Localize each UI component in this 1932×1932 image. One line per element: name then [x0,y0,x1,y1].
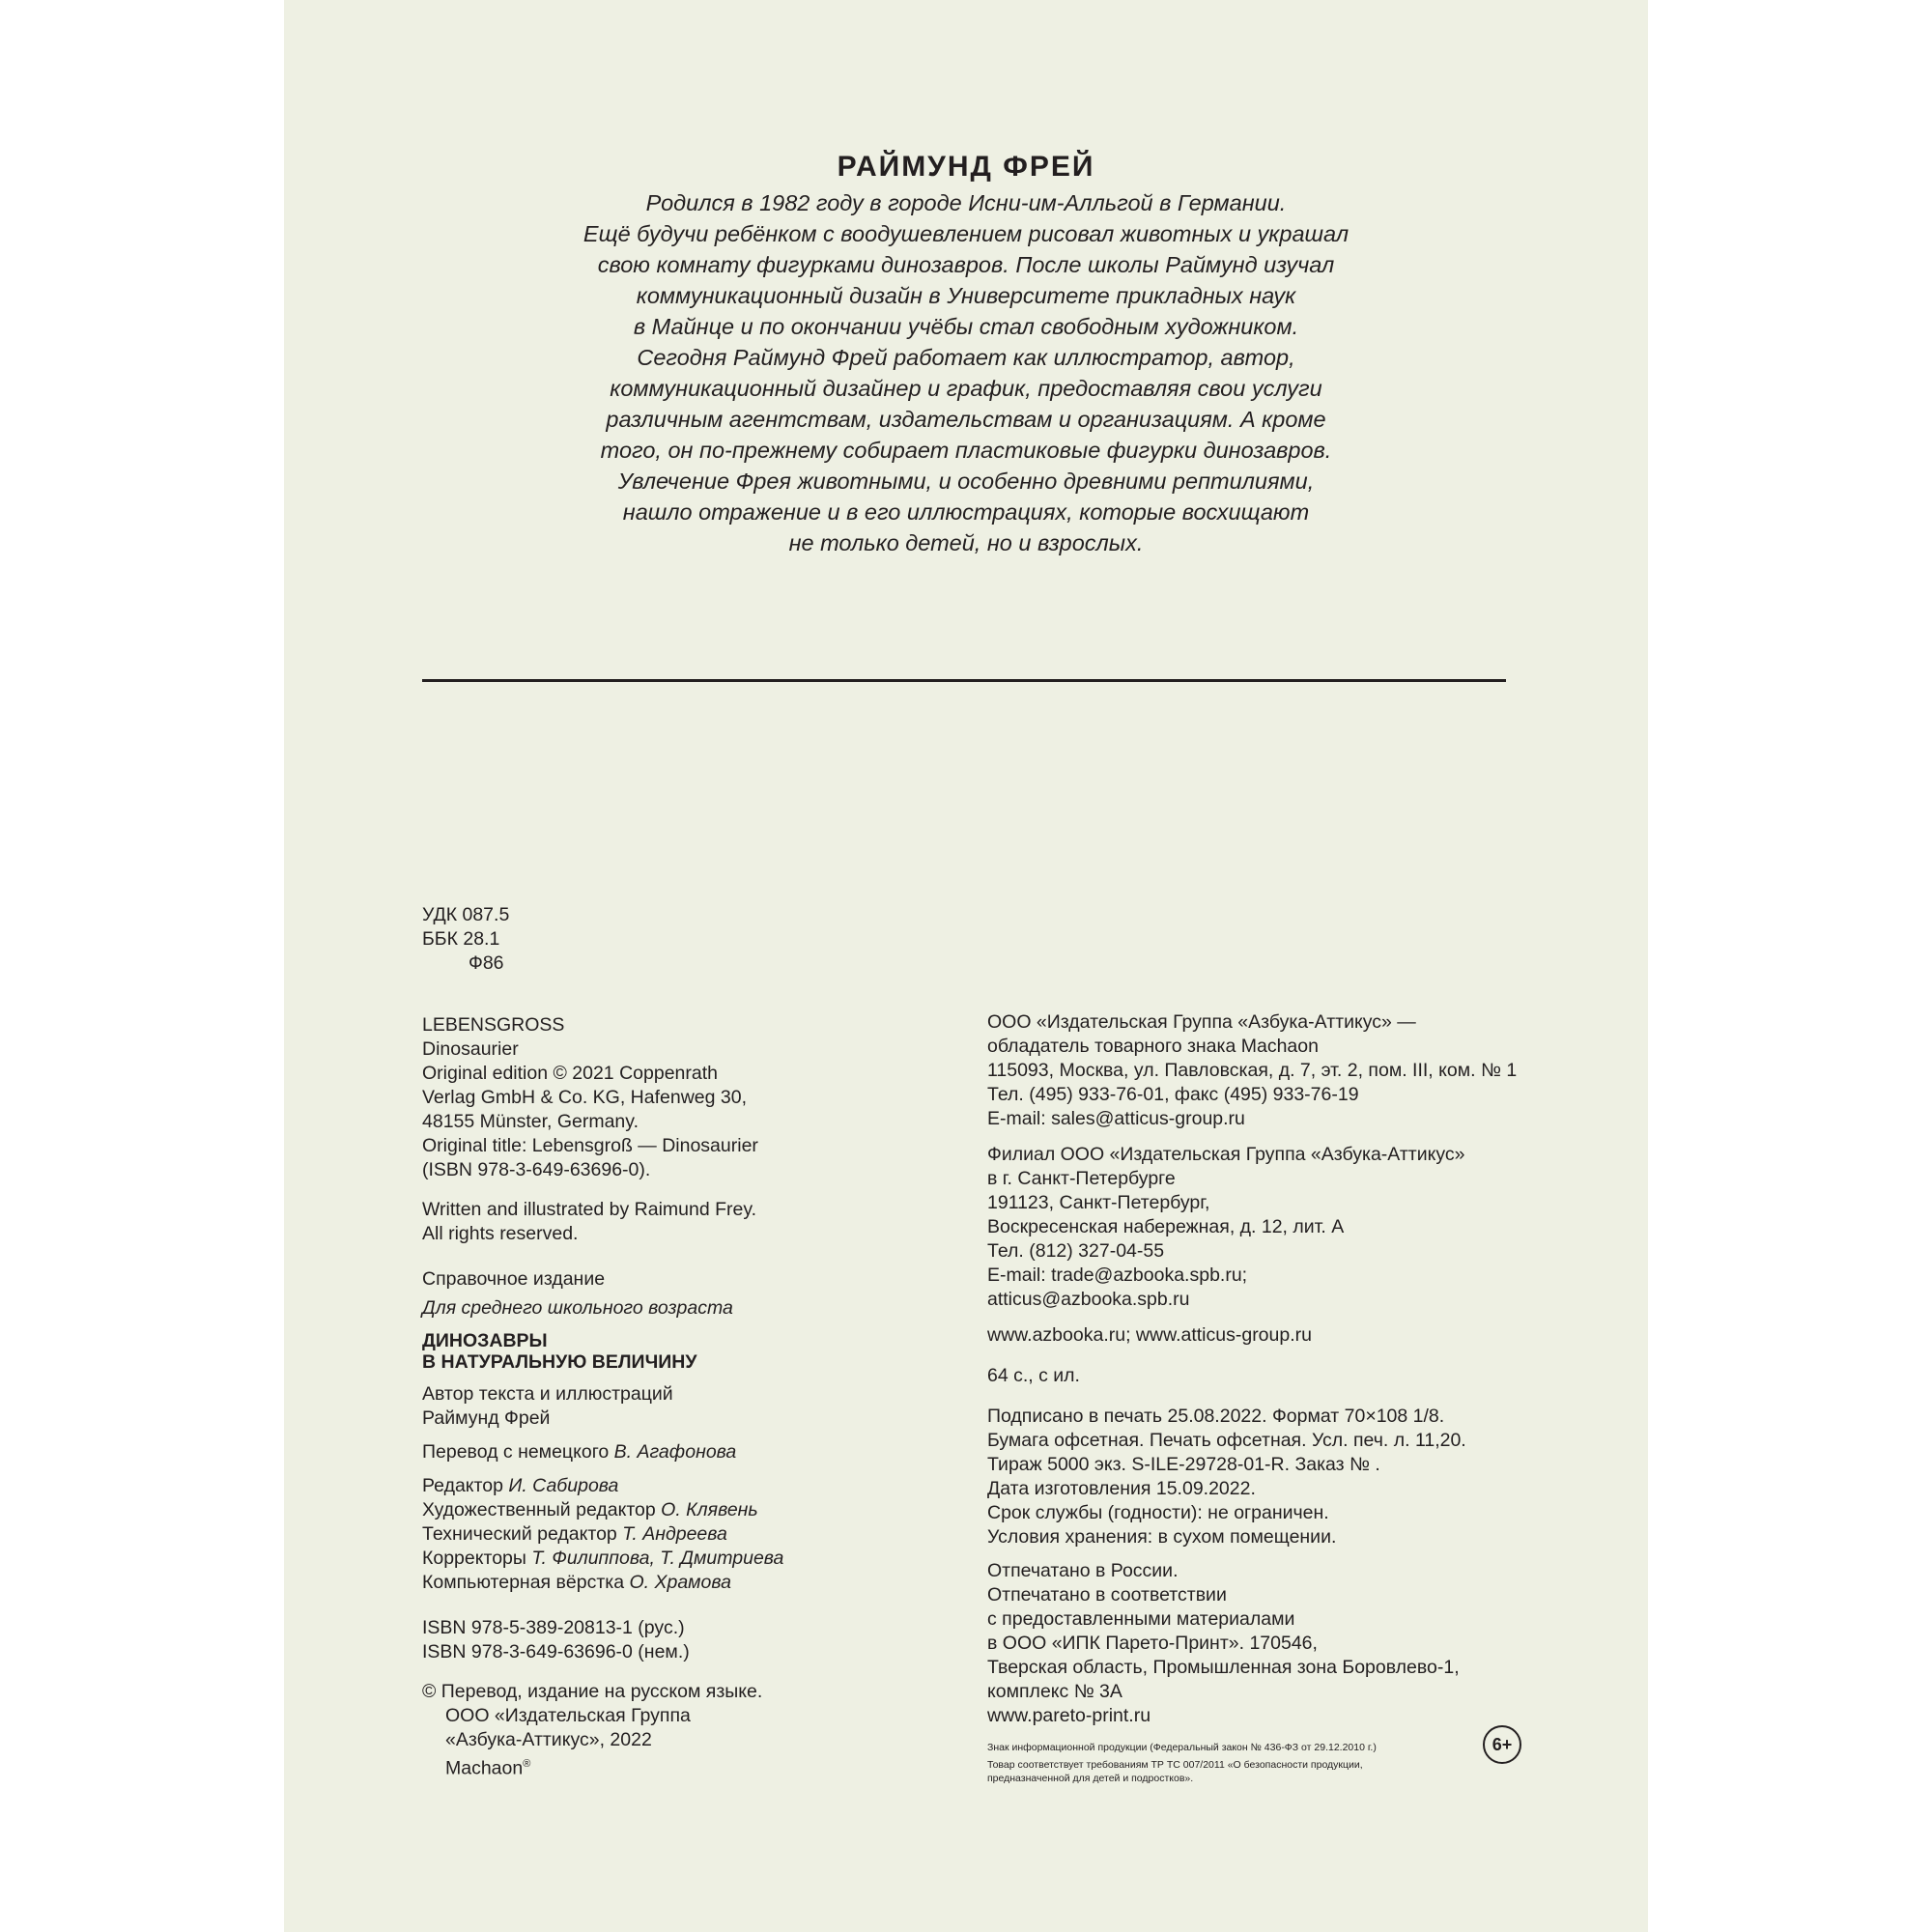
websites: www.azbooka.ru; www.atticus-group.ru [987,1324,1312,1346]
printer-line: www.pareto-print.ru [987,1705,1151,1726]
staff-role: Художественный редактор [422,1499,656,1520]
original-line: Dinosaurier [422,1038,519,1060]
staff-name: И. Сабирова [508,1475,619,1496]
author-bio-title: РАЙМУНД ФРЕЙ [837,151,1095,183]
printer-line: в ООО «ИПК Парето-Принт». 170546, [987,1633,1318,1654]
book-page [284,0,1648,1932]
conformity-line: Товар соответствует требованиям ТР ТС 007/2011 «О безопасности продукции, [987,1759,1363,1771]
registered-mark: ® [523,1758,531,1770]
original-line: Verlag GmbH & Co. KG, Hafenweg 30, [422,1087,747,1108]
left-imprint-column [422,1013,783,1781]
publisher-line: ООО «Издательская Группа «Азбука-Аттикус» — [987,1011,1416,1033]
bio-line: Родился в 1982 году в городе Исни-им-Алльгой в Германии. [645,190,1287,215]
staff-line [422,1522,783,1547]
bio-line: нашло отражение и в его иллюстрациях, которые восхищают [622,499,1310,525]
isbn-line: ISBN 978-3-649-63696-0 (нем.) [422,1641,690,1662]
staff-name: О. Клявень [661,1499,758,1520]
printer-line: комплекс № 3А [987,1681,1122,1702]
branch-line: atticus@azbooka.spb.ru [987,1289,1190,1310]
credit-line: All rights reserved. [422,1223,579,1244]
original-line: Original title: Lebensgroß — Dinosaurier [422,1135,758,1156]
print-line: Подписано в печать 25.08.2022. Формат 70×108 1/8. [987,1406,1445,1427]
print-line: Тираж 5000 экз. S-ILE-29728-01-R. Заказ № . [987,1454,1380,1475]
copyright-line: «Азбука-Аттикус», 2022 [445,1729,652,1750]
original-line: Original edition © 2021 Coppenrath [422,1063,718,1084]
branch-line: в г. Санкт-Петербурге [987,1168,1176,1189]
bio-line: различным агентствам, издательствам и организациям. А кроме [606,407,1326,432]
staff-name: Т. Андреева [622,1523,727,1545]
translation-label: Перевод с немецкого [422,1441,610,1463]
print-line: Срок службы (годности): не ограничен. [987,1502,1329,1523]
copyright-line: ООО «Издательская Группа [445,1705,691,1726]
bio-line: коммуникационный дизайн в Университете прикладных наук [636,283,1296,308]
bio-line: Сегодня Раймунд Фрей работает как иллюстратор, автор, [637,345,1295,370]
staff-line [422,1474,783,1498]
staff-role: Технический редактор [422,1523,617,1545]
original-line: LEBENSGROSS [422,1014,565,1036]
print-line: Бумага офсетная. Печать офсетная. Усл. печ. л. 11,20. [987,1430,1466,1451]
author-bio [284,151,1648,558]
bio-line: Ещё будучи ребёнком с воодушевлением рисовал животных и украшал [582,221,1350,246]
isbn-line: ISBN 978-5-389-20813-1 (рус.) [422,1617,685,1638]
conformity-line: предназначенной для детей и подростков». [987,1773,1194,1784]
print-line: Дата изготовления 15.09.2022. [987,1478,1256,1499]
right-imprint-column [987,1010,1517,1728]
staff-role: Корректоры [422,1548,526,1569]
book-title-line2: В НАТУРАЛЬНУЮ ВЕЛИЧИНУ [422,1351,697,1373]
bio-line: свою комнату фигурками динозавров. После школы Раймунд изучал [597,252,1335,277]
publisher-line: Тел. (495) 933-76-01, факс (495) 933-76-19 [987,1084,1359,1105]
publisher-line: 115093, Москва, ул. Павловская, д. 7, эт. 2, пом. III, ком. № 1 [987,1060,1518,1081]
printer-line: Отпечатано в России. [987,1560,1179,1581]
translator-name: В. Агафонова [613,1441,737,1463]
book-title-line1: ДИНОЗАВРЫ [422,1330,548,1351]
original-line: 48155 Münster, Germany. [422,1111,639,1132]
bio-line: не только детей, но и взрослых. [788,530,1144,555]
publisher-line: E-mail: sales@atticus-group.ru [987,1108,1245,1129]
classification-codes [422,903,509,976]
bio-line: Увлечение Фрея животными, и особенно древними рептилиями, [617,469,1315,494]
edition-type: Справочное издание [422,1268,606,1290]
bbk-code: ББК 28.1 [422,928,500,950]
bio-line: в Майнце и по окончании учёбы стал свободным художником. [633,314,1299,339]
printer-line: Тверская область, Промышленная зона Боровлево-1, [987,1657,1460,1678]
branch-line: Тел. (812) 327-04-55 [987,1240,1165,1262]
credit-line: Written and illustrated by Raimund Frey. [422,1199,757,1220]
copyright-brand [422,1752,783,1781]
printer-line: Отпечатано в соответствии [987,1584,1227,1605]
branch-line: E-mail: trade@azbooka.spb.ru; [987,1264,1248,1286]
branch-line: Филиал ООО «Издательская Группа «Азбука-Аттикус» [987,1144,1465,1165]
horizontal-divider [422,679,1506,682]
brand-name: Machaon [445,1757,524,1779]
page-count: 64 с., с ил. [987,1365,1080,1386]
author-label: Автор текста и иллюстраций [422,1383,673,1405]
author-name: Раймунд Фрей [422,1407,551,1429]
staff-line [422,1498,783,1522]
audience: Для среднего школьного возраста [422,1297,733,1319]
staff-name: О. Храмова [629,1572,731,1593]
original-line: (ISBN 978-3-649-63696-0). [422,1159,651,1180]
age-rating-badge: 6+ [1483,1725,1521,1764]
bio-line: того, он по-прежнему собирает пластиковые фигурки динозавров. [600,438,1332,463]
branch-line: 191123, Санкт-Петербург, [987,1192,1210,1213]
translation-credit [422,1440,783,1464]
staff-line [422,1547,783,1571]
info-sign-text: Знак информационной продукции (Федеральный закон № 436-ФЗ от 29.12.2010 г.) [987,1742,1377,1753]
author-mark: Ф86 [469,952,504,974]
copyright-line: © Перевод, издание на русском языке. [422,1681,763,1702]
legal-fine-print [987,1741,1377,1785]
staff-name: Т. Филиппова, Т. Дмитриева [531,1548,784,1569]
staff-role: Редактор [422,1475,503,1496]
publisher-line: обладатель товарного знака Machaon [987,1036,1319,1057]
printer-line: с предоставленными материалами [987,1608,1295,1630]
staff-line [422,1571,783,1595]
branch-line: Воскресенская набережная, д. 12, лит. А [987,1216,1345,1237]
staff-role: Компьютерная вёрстка [422,1572,625,1593]
udk-code: УДК 087.5 [422,904,510,925]
print-line: Условия хранения: в сухом помещении. [987,1526,1337,1548]
bio-line: коммуникационный дизайнер и график, предоставляя свои услуги [610,376,1322,401]
